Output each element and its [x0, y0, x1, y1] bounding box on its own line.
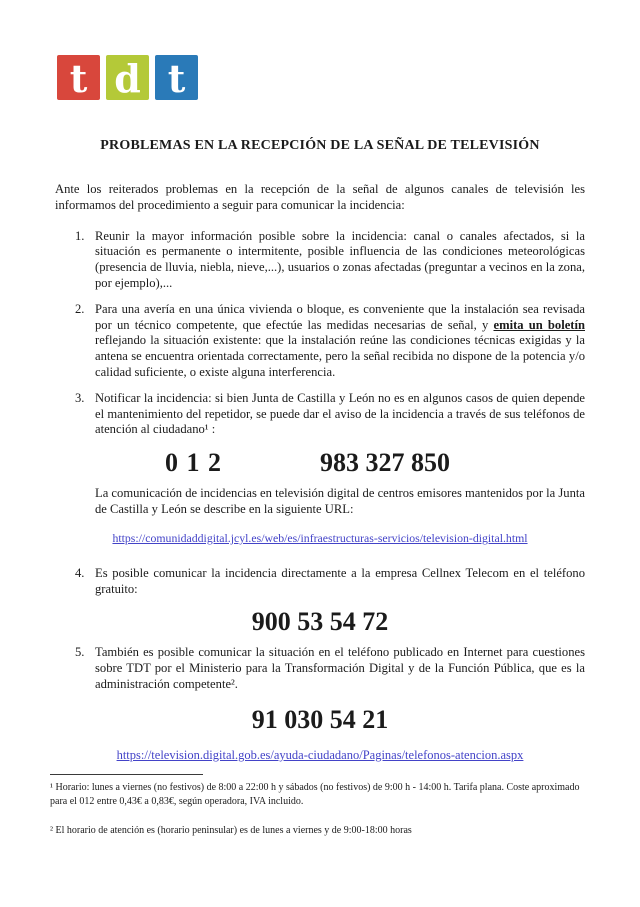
document-content: [50, 138, 585, 838]
telefonos-atencion-link[interactable]: https://television.digital.gob.es/ayuda-ciudadano/Paginas/telefonos-atencion.aspx: [116, 747, 524, 762]
item-3-text: Notificar la incidencia: si bien Junta de Castilla y León no es en algunos casos de quien depende el mantenimiento del repetidor, se puede dar el aviso de la incidencia a través de sus teléfonos de atención al ciudadano¹ :: [95, 390, 585, 437]
item-4-text: Es posible comunicar la incidencia directamente a la empresa Cellnex Telecom en el teléfono gratuito:: [95, 565, 585, 596]
phone-number-ministry: 91 030 54 21: [251, 704, 389, 734]
jcyl-television-digital-link[interactable]: https://comunidaddigital.jcyl.es/web/es/infraestructuras-servicios/television-digital.html: [112, 530, 528, 545]
item-3-number: 3.: [75, 390, 85, 405]
phone-number-012: 0 1 2: [165, 448, 222, 478]
item-5-text: También es posible comunicar la situación en el teléfono publicado en Internet para cuestiones sobre TDT por el Ministerio para la Transformación Digital y de la Función Pública, que es la administración competente².: [95, 645, 585, 691]
phone-numbers-row: [55, 448, 585, 478]
item-4-number: 4.: [75, 565, 85, 580]
list-item-4: [75, 566, 585, 598]
item-1-text: Reunir la mayor información posible sobre la incidencia: canal o canales afectados, si la situación es permanente o intermitente, posible influencia de las condiciones meteorológicas (presencia de lluvia, niebla, nieve,...), usuarios o zonas afectadas (preguntar a vecinos en la zona, por ejemplo),...: [95, 228, 585, 290]
intro-paragraph: Ante los reiterados problemas en la recepción de la señal de algunos canales de televisión les informamos del procedimiento a seguir para comunicar la incidencia:: [55, 182, 585, 212]
list-item-2: [75, 302, 585, 381]
item-2-text-post: reflejando la situación existente: que la instalación reúne las condiciones técnicas exigidas y la antena se encuentra orientada correctamente, pero la señal recibida no dispone de la potencia y/o calidad suficiente, o existe alguna interferencia.: [95, 333, 585, 379]
list-item-1: [75, 229, 585, 292]
list-item-3: [75, 391, 585, 438]
footnote-1: ¹ Horario: lunes a viernes (no festivos) de 8:00 a 22:00 h y sábados (no festivos) de 9:00 h - 14:00 h. Tarifa plana. Coste aproximado para el 012 entre 0,43€ a 0,83€, según operadora, IVA incluido.: [50, 781, 580, 808]
phone-number-jcyl: 983 327 850: [320, 448, 450, 478]
item-1-number: 1.: [75, 228, 85, 243]
item-2-text: [95, 302, 585, 381]
logo-letter-t-blue: t: [155, 55, 198, 100]
tdt-logo: [57, 55, 198, 100]
logo-letter-t-red: t: [57, 55, 100, 100]
ministry-link-row: [55, 748, 585, 763]
page-title: PROBLEMAS EN LA RECEPCIÓN DE LA SEÑAL DE TELEVISIÓN: [100, 138, 540, 153]
footnote-divider: [50, 774, 203, 775]
jcyl-url-paragraph: La comunicación de incidencias en televisión digital de centros emisores mantenidos por la Junta de Castilla y León se describe en la siguiente URL:: [95, 486, 585, 516]
item-5-number: 5.: [75, 645, 85, 660]
list-item-5: [75, 645, 585, 692]
jcyl-link-row: [55, 531, 585, 546]
item-2-text-pre: Para una avería en una única vivienda o bloque, es conveniente que la instalación sea revisada por un técnico competente, que efectúe las medidas necesarias de señal, y: [95, 301, 585, 332]
phone-number-cellnex: 900 53 54 72: [251, 607, 389, 637]
footnote-2: ² El horario de atención es (horario peninsular) es de lunes a viernes y de 9:00-18:00 horas: [50, 824, 412, 836]
item-2-number: 2.: [75, 301, 85, 316]
item-2-emphasized-text: emita un boletín: [493, 317, 585, 332]
logo-letter-d-green: d: [106, 55, 149, 100]
